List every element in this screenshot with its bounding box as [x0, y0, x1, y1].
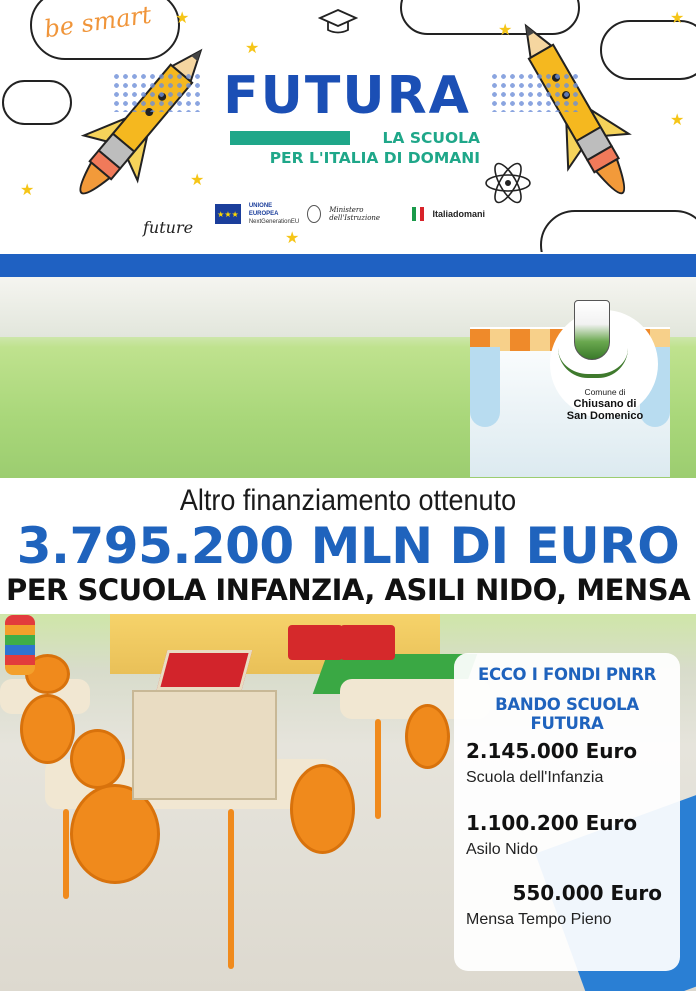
fund-label: Mensa Tempo Pieno	[466, 911, 612, 928]
fund-amount: 1.100.200 Euro	[466, 811, 638, 835]
municipality-name-line1: Chiusano di	[573, 398, 637, 410]
table-leg	[375, 719, 381, 819]
headline-intro: Altro finanziamento ottenuto	[179, 484, 517, 517]
star-icon: ★	[670, 10, 685, 27]
fund-label: Scuola dell'Infanzia	[466, 769, 604, 786]
italia-domani-text: Italiadomani	[432, 209, 485, 219]
funds-panel	[454, 653, 680, 971]
partner-logos	[215, 203, 485, 225]
fund-amount: 550.000 Euro	[512, 881, 662, 905]
star-icon: ★	[20, 182, 35, 199]
headline-amount: 3.795.200 MLN DI EURO	[16, 517, 680, 575]
brand-subtitle-line1: LA SCUOLA	[382, 129, 480, 147]
star-icon: ★	[285, 230, 300, 247]
fund-amount: 2.145.000 Euro	[466, 739, 638, 763]
future-signature: future	[143, 218, 194, 237]
brand-subtitle	[225, 128, 480, 168]
municipality-name	[552, 398, 658, 422]
toy-house	[132, 650, 282, 800]
pixel-pattern	[112, 72, 202, 112]
orange-chair	[405, 704, 450, 769]
toy-house-roof	[157, 650, 253, 690]
eu-title: UNIONE EUROPEA	[248, 203, 279, 217]
ministry-logo-text: Ministero dell'Istruzione	[329, 206, 381, 222]
municipality-prefix: Comune di	[584, 387, 626, 397]
italia-domani-icon	[412, 207, 424, 221]
funds-heading-line2: BANDO SCUOLA FUTURA	[495, 695, 639, 733]
star-icon: ★	[670, 112, 685, 129]
star-icon: ★	[245, 40, 260, 57]
table-leg	[228, 809, 234, 969]
star-icon: ★	[498, 22, 513, 39]
orange-chair	[20, 694, 75, 764]
italian-emblem-icon	[307, 205, 321, 223]
toy-fire-truck	[288, 625, 343, 660]
toy-house-body	[132, 690, 277, 800]
pencil-rocket-icon	[40, 25, 220, 245]
eu-flag-icon: ★★★	[215, 204, 241, 224]
eu-logo-text	[249, 202, 299, 226]
pixel-pattern	[490, 72, 580, 112]
atom-icon	[482, 160, 534, 206]
fund-label: Asilo Nido	[466, 841, 539, 858]
graduation-cap-icon	[318, 8, 358, 36]
orange-chair	[70, 729, 125, 789]
eu-subtitle: NextGenerationEU	[248, 219, 300, 225]
municipality-name-line2: San Domenico	[566, 410, 644, 422]
table-leg	[63, 809, 69, 899]
toy-ring-stack	[5, 615, 35, 675]
curtain	[470, 347, 500, 427]
headline-purpose: PER SCUOLA INFANZIA, ASILI NIDO, MENSA	[5, 573, 691, 607]
tagline-text: be smart	[42, 0, 154, 44]
header-banner	[0, 0, 696, 252]
orange-chair	[290, 764, 355, 854]
star-icon: ★	[175, 10, 190, 27]
blue-divider-band	[0, 254, 696, 277]
brand-subtitle-line2: PER L'ITALIA DI DOMANI	[269, 149, 480, 167]
brand-title: FUTURA	[223, 66, 471, 126]
funds-heading-line1: ECCO I FONDI PNRR	[477, 665, 657, 684]
star-icon: ★	[190, 172, 205, 189]
pencil-rocket-icon	[490, 10, 680, 245]
toy-fire-truck	[340, 625, 395, 660]
